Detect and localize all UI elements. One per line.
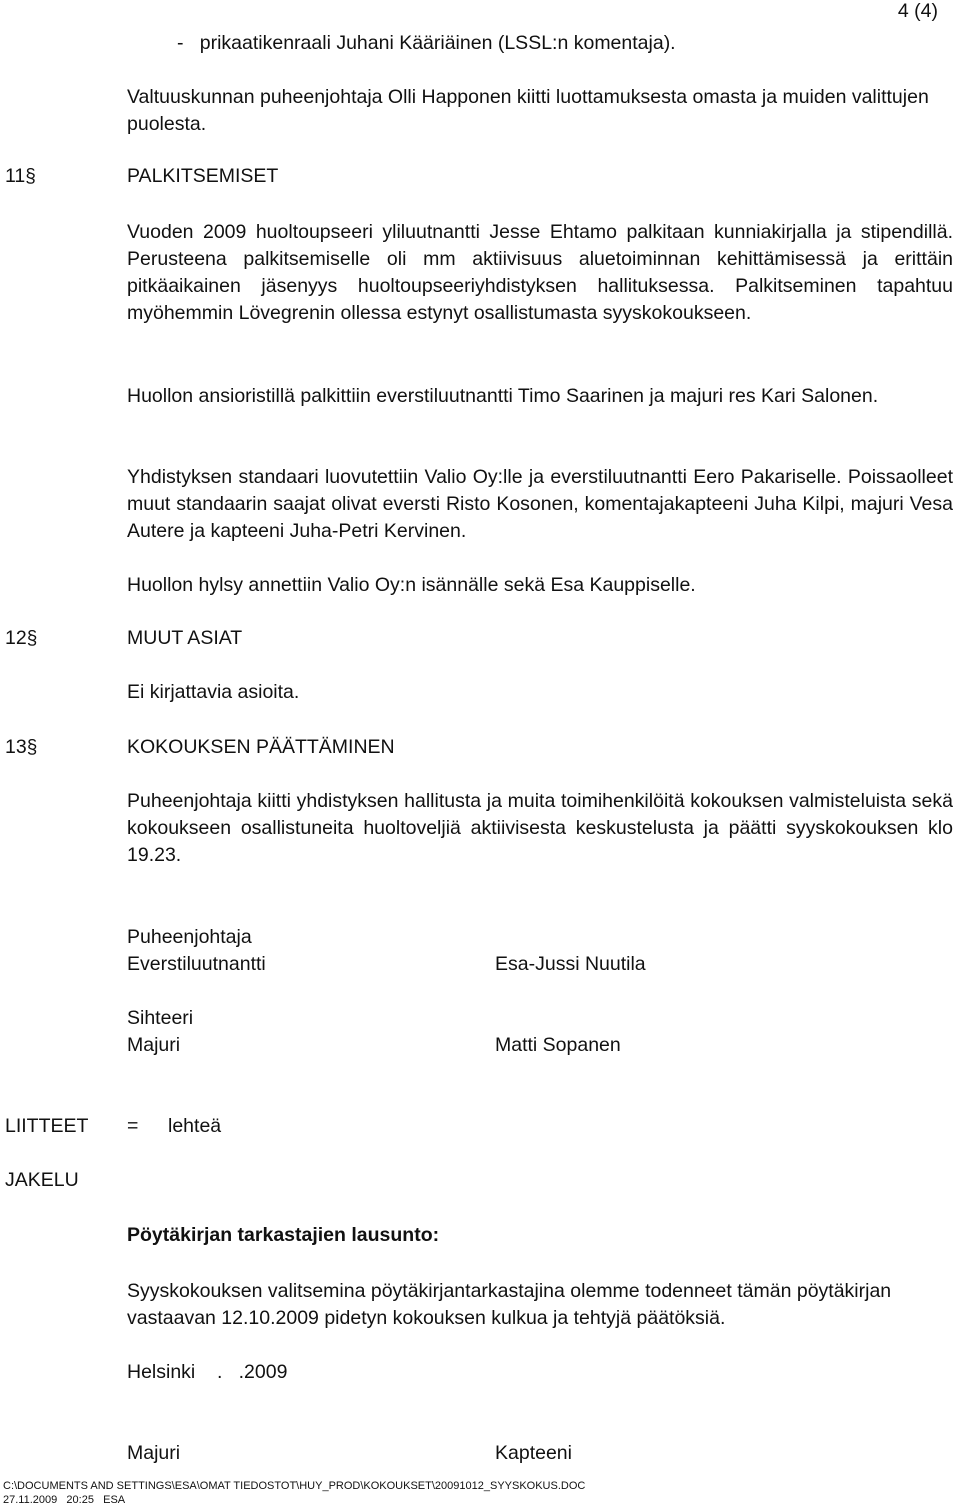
chair-role: Puheenjohtaja <box>127 926 252 948</box>
section-11-paragraph-2: Huollon ansioristillä palkittiin everstiluutnantti Timo Saarinen ja majuri res Kari Salonen. <box>127 385 879 407</box>
section-sign-icon: § <box>25 166 36 187</box>
section-12-title: MUUT ASIAT <box>127 627 243 649</box>
chair-rank: Everstiluutnantti <box>127 953 266 975</box>
section-12-heading <box>5 625 37 652</box>
secretary-role: Sihteeri <box>127 1007 194 1029</box>
page-number: 4 (4) <box>897 0 938 22</box>
section-number: 11 <box>5 165 26 187</box>
review-text: Syyskokouksen valitsemina pöytäkirjantarkastajina olemme todenneet tämän pöytäkirjan vastaavan 12.10.2009 pidetyn kokouksen kulkua ja tehtyjä päätöksiä. <box>127 1280 892 1329</box>
section-number: 12 <box>5 627 27 649</box>
section-11-paragraph-4: Huollon hylsy annettiin Valio Oy:n isännälle sekä Esa Kauppiselle. <box>127 574 696 596</box>
attachments-label: LIITTEET <box>5 1115 89 1137</box>
attachments-equals: = <box>127 1115 139 1137</box>
section-11-title: PALKITSEMISET <box>127 165 279 187</box>
review-place-date: Helsinki . .2009 <box>127 1361 288 1383</box>
section-11-paragraph-1: Vuoden 2009 huoltoupseeri yliluutnantti Jesse Ehtamo palkitaan kunniakirjalla ja stipendillä. Perusteena palkitsemiselle oli mm aktiivisuus aluetoiminnan kehittämisessä ja erittäin pitkäaikainen jäsenyys huoltoupseeriyhdistyksen hallituksessa. Palkitseminen tapahtuu myöhemmin Lövegrenin ollessa estynyt osallistumasta syyskokoukseen. <box>127 221 953 324</box>
section-sign-icon: § <box>26 628 38 649</box>
reviewer-1-rank: Majuri <box>127 1442 181 1464</box>
section-13-heading <box>5 734 37 761</box>
secretary-name: Matti Sopanen <box>495 1034 621 1056</box>
secretary-rank: Majuri <box>127 1034 181 1056</box>
section-12-paragraph-1: Ei kirjattavia asioita. <box>127 681 300 703</box>
reviewer-2-rank: Kapteeni <box>495 1442 572 1464</box>
footer-timestamp: 27.11.2009 20:25 ESA <box>3 1494 126 1506</box>
chair-name: Esa-Jussi Nuutila <box>495 953 646 975</box>
section-13-paragraph-1: Puheenjohtaja kiitti yhdistyksen hallitusta ja muita toimihenkilöitä kokouksen valmisteluista sekä kokoukseen osallistuneita huoltoveljiä aktiivisesta keskustelusta ja päätti syyskokouksen klo 19.23. <box>127 790 953 866</box>
section-11-heading <box>5 163 36 190</box>
section-sign-icon: § <box>26 737 38 758</box>
review-title: Pöytäkirjan tarkastajien lausunto: <box>127 1224 440 1246</box>
distribution-label: JAKELU <box>5 1169 79 1191</box>
section-13-title: KOKOUKSEN PÄÄTTÄMINEN <box>127 736 395 758</box>
footer-file-path: C:\DOCUMENTS AND SETTINGS\ESA\OMAT TIEDOSTOT\HUY_PROD\KOKOUKSET\20091012_SYYSKOKUS.DOC <box>3 1480 586 1492</box>
intro-paragraph: Valtuuskunnan puheenjohtaja Olli Happonen kiitti luottamuksesta omasta ja muiden valittujen puolesta. <box>127 86 929 135</box>
intro-list-item: - prikaatikenraali Juhani Kääriäinen (LSSL:n komentaja). <box>177 32 676 54</box>
section-number: 13 <box>5 736 27 758</box>
attachments-value: lehteä <box>168 1115 222 1137</box>
section-11-paragraph-3: Yhdistyksen standaari luovutettiin Valio Oy:lle ja everstiluutnantti Eero Pakariselle. Poissaolleet muut standaarin saajat olivat eversti Risto Kosonen, komentajakapteeni Juha Kilpi, majuri Vesa Autere ja kapteeni Juha-Petri Kervinen. <box>127 466 953 542</box>
